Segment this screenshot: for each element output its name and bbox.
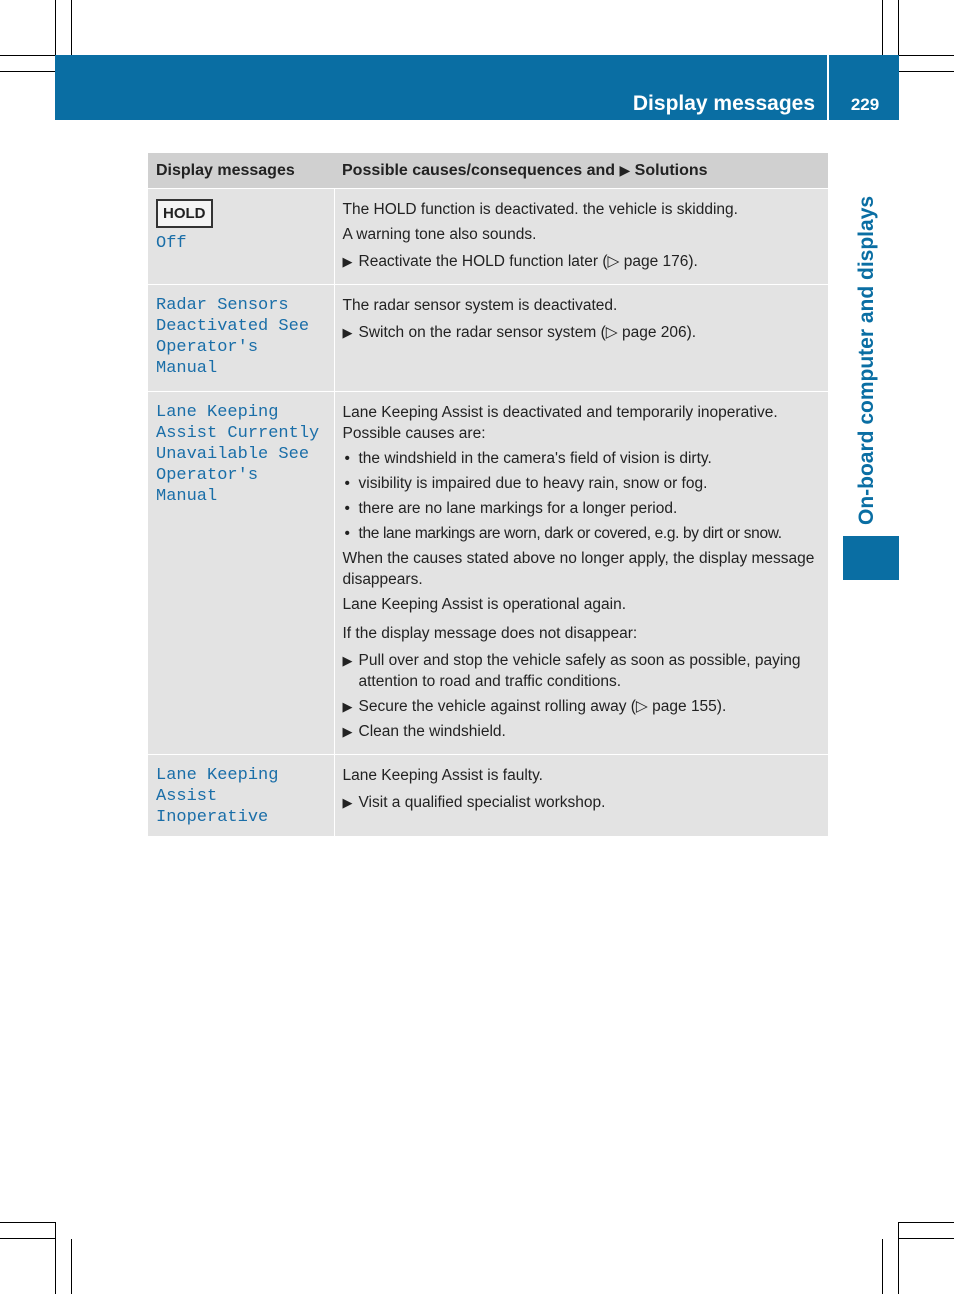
header-divider	[827, 55, 829, 120]
crop-mark	[882, 1239, 883, 1294]
display-message-text: Lane Keeping Assist Currently Unavailable See Operator's Manual	[156, 403, 320, 506]
info-text: When the causes stated above no longer apply, the display message disappears.	[342, 550, 815, 588]
cause-bullet: • visibility is impaired due to heavy rain, snow or fog.	[344, 475, 708, 492]
solution-cell	[334, 285, 828, 392]
page-number: 229	[850, 95, 880, 114]
cause-bullet: • the windshield in the camera's field of vision is dirty.	[344, 450, 712, 467]
page-header	[55, 55, 899, 120]
bullet-icon: •	[344, 500, 350, 517]
column-header-messages: Display messages	[148, 153, 334, 189]
solution-step: ▶ Pull over and stop the vehicle safely as soon as possible, paying attention to road and traffic conditions.	[342, 652, 801, 690]
crop-mark	[55, 0, 56, 55]
step-arrow-icon: ▶	[342, 254, 353, 269]
solution-step: ▶ Reactivate the HOLD function later (▷ page 176).	[342, 253, 698, 270]
step-arrow-icon: ▶	[619, 161, 631, 178]
cause-bullet: • there are no lane markings for a longer period.	[344, 500, 678, 517]
crop-mark	[898, 1222, 899, 1294]
section-title: Display messages	[632, 92, 815, 115]
info-text: Lane Keeping Assist is operational again.	[342, 596, 627, 613]
info-text: If the display message does not disappear:	[342, 625, 638, 642]
solution-step: ▶ Secure the vehicle against rolling away (▷ page 155).	[342, 698, 727, 715]
solution-step: ▶ Clean the windshield.	[342, 723, 506, 740]
hold-button-icon: HOLD	[156, 199, 213, 228]
cause-text: A warning tone also sounds.	[342, 226, 537, 243]
chapter-title: On-board computer and displays	[855, 195, 878, 525]
solution-cell	[334, 189, 828, 285]
message-cell	[148, 189, 334, 285]
solution-cell	[334, 392, 828, 755]
table-row	[148, 392, 828, 755]
crop-mark	[899, 1238, 954, 1239]
table-row	[148, 755, 828, 837]
crop-mark	[899, 55, 954, 56]
cause-text: The radar sensor system is deactivated.	[342, 297, 618, 314]
crop-mark	[882, 0, 883, 55]
crop-mark	[0, 55, 55, 56]
crop-mark	[71, 1239, 72, 1294]
crop-mark	[55, 1222, 56, 1294]
bullet-icon: •	[344, 475, 350, 492]
table-row	[148, 285, 828, 392]
crop-mark	[0, 71, 55, 72]
crop-mark	[71, 0, 72, 55]
display-message-text: Off	[156, 234, 187, 253]
crop-mark	[898, 0, 899, 55]
solution-cell	[334, 755, 828, 837]
solution-step: ▶ Visit a qualified specialist workshop.	[342, 794, 606, 811]
cause-text: Lane Keeping Assist is faulty.	[342, 767, 543, 784]
cause-text: Lane Keeping Assist is deactivated and temporarily inoperative. Possible causes are:	[342, 404, 778, 442]
message-cell	[148, 285, 334, 392]
step-arrow-icon: ▶	[342, 795, 353, 810]
chapter-tab	[843, 536, 899, 580]
step-arrow-icon: ▶	[342, 699, 353, 714]
crop-mark	[899, 1222, 954, 1223]
display-messages-table	[148, 153, 828, 836]
step-arrow-icon: ▶	[342, 724, 353, 739]
step-arrow-icon: ▶	[342, 653, 353, 668]
table-header-row	[148, 153, 828, 189]
solution-step: ▶ Switch on the radar sensor system (▷ page 206).	[342, 324, 697, 341]
message-cell	[148, 392, 334, 755]
display-message-text: Lane Keeping Assist Inoperative	[156, 766, 279, 827]
crop-mark	[899, 71, 954, 72]
crop-mark	[0, 1222, 55, 1223]
column-header-solutions: Possible causes/consequences and ▶ Solutions	[334, 153, 828, 189]
bullet-icon: •	[344, 525, 350, 542]
cause-text: The HOLD function is deactivated. the vehicle is skidding.	[342, 201, 738, 218]
display-message-text: Radar Sensors Deactivated See Operator's Manual	[156, 296, 310, 378]
cause-bullet: • the lane markings are worn, dark or covered, e.g. by dirt or snow.	[344, 525, 782, 542]
message-cell	[148, 755, 334, 837]
crop-mark	[0, 1238, 55, 1239]
step-arrow-icon: ▶	[342, 325, 353, 340]
bullet-icon: •	[344, 450, 350, 467]
table-row	[148, 189, 828, 285]
